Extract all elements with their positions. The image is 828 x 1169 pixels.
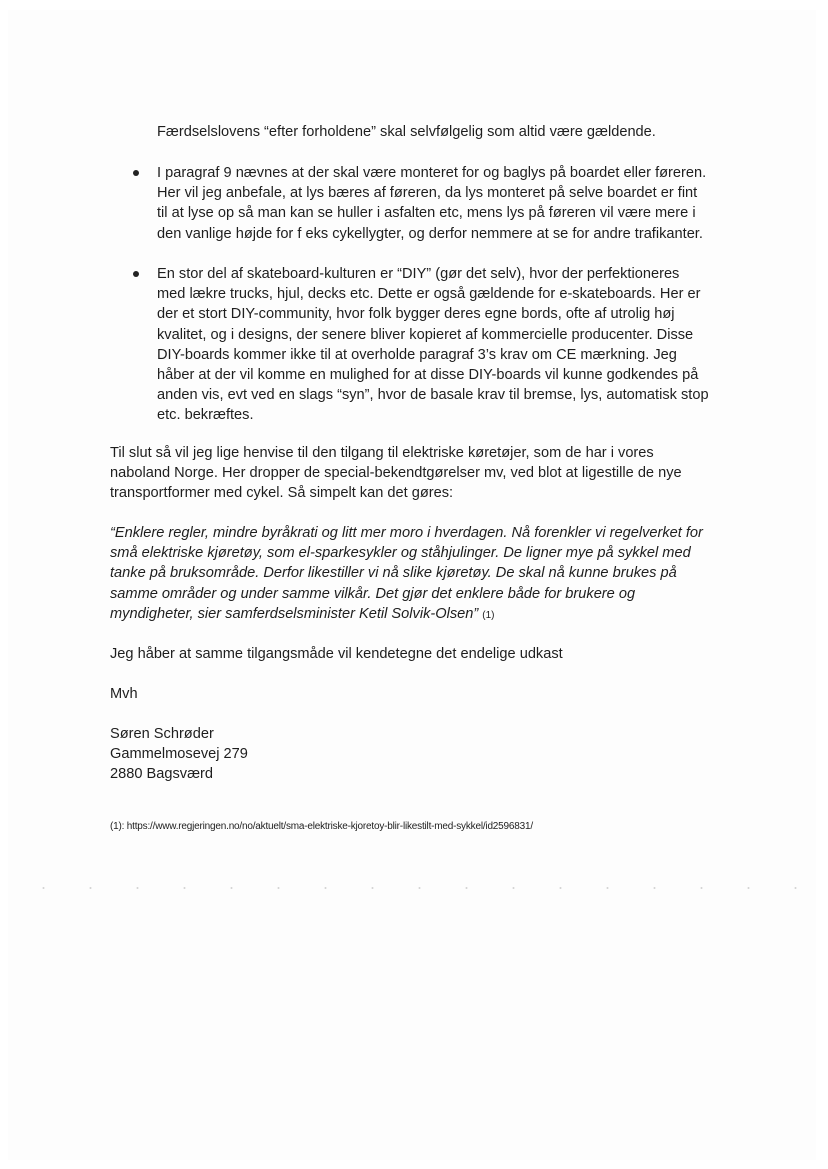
quote-line: små elektriske kjøretøy, som el-sparkesykler og ståhjulinger. De ligner mye på sykkel med	[110, 545, 691, 562]
text-line: Til slut så vil jeg lige henvise til den tilgang til elektriske køretøjer, som de har i vores	[110, 445, 654, 461]
intro-line: Færdselslovens “efter forholdene” skal selvfølgelig som altid være gældende.	[157, 124, 656, 140]
text-line: håber at der vil komme en mulighed for at disse DIY-boards vil kunne godkendes på	[157, 367, 699, 384]
quote-block	[110, 523, 703, 626]
bullet-item-lighting	[157, 163, 706, 244]
text-line: kvalitet, og i designs, der senere bliver kopieret af kommercielle producenter. Disse	[157, 326, 694, 343]
text-line: naboland Norge. Her dropper de special-bekendtgørelser mv, ved blot at ligestille de nye	[110, 465, 682, 482]
quote-line: “Enklere regler, mindre byråkrati og litt mer moro i hverdagen. Nå forenkler vi regelverket for	[110, 525, 703, 541]
text-line: anden vis, evt ved en slags “syn”, hvor de basale krav til bremse, lys, automatisk stop	[157, 387, 709, 404]
text-line: etc. bekræftes.	[157, 407, 254, 424]
bullet-icon	[133, 170, 139, 176]
greeting: Mvh	[110, 686, 138, 702]
closing-paragraph	[110, 443, 682, 504]
text-line: DIY-boards kommer ikke til at overholde paragraf 3’s krav om CE mærkning. Jeg	[157, 346, 677, 363]
text-line: En stor del af skateboard-kulturen er “DIY” (gør det selv), hvor der perfektioneres	[157, 266, 680, 282]
quote-line	[110, 604, 703, 626]
bullet-icon	[133, 271, 139, 277]
signature-block	[110, 724, 248, 785]
signature-city: 2880 Bagsværd	[110, 766, 214, 783]
text-line: til at lyse op så man kan se huller i asfalten etc, mens lys på føreren vil være mere i	[157, 205, 696, 222]
quote-last-line: myndigheter, sier samferdselsminister Ketil Solvik-Olsen”	[110, 605, 479, 622]
text-line: transportformer med cykel. Så simpelt kan det gøres:	[110, 485, 454, 502]
hope-line: Jeg håber at samme tilgangsmåde vil kendetegne det endelige udkast	[110, 646, 563, 662]
bullet-item-diy	[157, 264, 709, 426]
scan-noise	[20, 885, 800, 891]
footnote-ref: (1)	[482, 609, 495, 621]
quote-line: samme områder og under samme vilkår. Det gjør det enklere både for brukere og	[110, 585, 636, 602]
signature-street: Gammelmosevej 279	[110, 746, 248, 763]
text-line: der et stort DIY-community, hvor folk bygger deres egne bords, ofte af utrolig høj	[157, 306, 675, 323]
text-line: I paragraf 9 nævnes at der skal være monteret for og baglys på boardet eller føreren.	[157, 165, 707, 181]
quote-line: tanke på bruksområde. Derfor likestiller vi nå slike kjøretøy. De skal nå kunne brukes på	[110, 565, 677, 582]
footnote: (1): https://www.regjeringen.no/no/aktuelt/sma-elektriske-kjoretoy-blir-likestilt-med-sykkel/id2596831/	[110, 821, 533, 832]
text-line: den vanlige højde for f eks cykellygter, og derfor nemmere at se for andre trafikanter.	[157, 225, 703, 242]
text-line: Her vil jeg anbefale, at lys bæres af føreren, da lys monteret på selve boardet er fint	[157, 185, 698, 202]
signature-name: Søren Schrøder	[110, 726, 214, 742]
text-line: med lækre trucks, hjul, decks etc. Dette er også gældende for e-skateboards. Her er	[157, 286, 701, 303]
